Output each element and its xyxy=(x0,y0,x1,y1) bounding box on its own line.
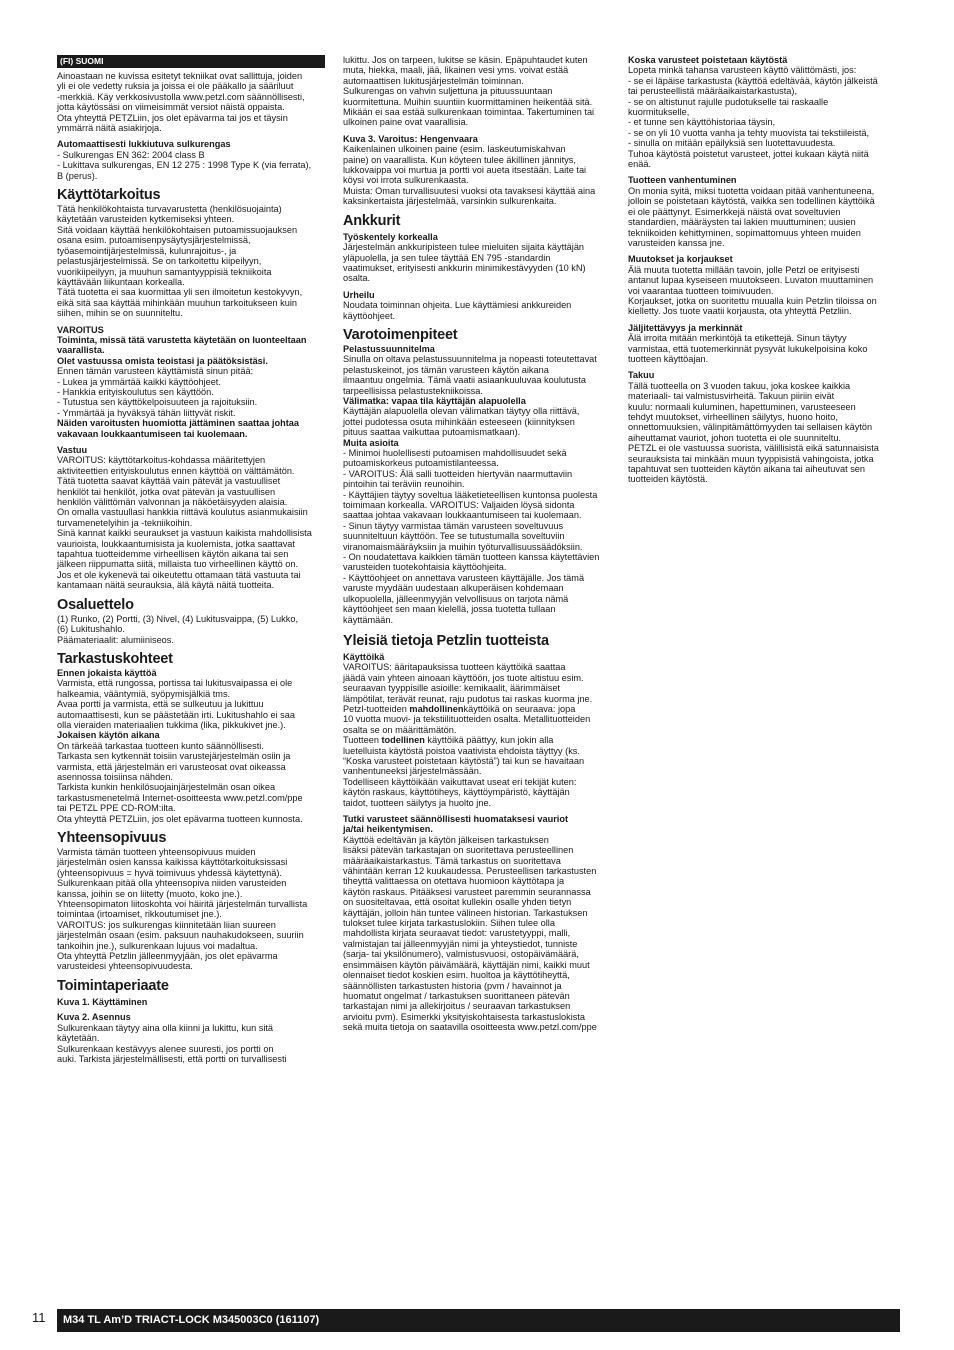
text-line: muta, hiekka, maali, jää, likainen vesi yms. voivat estää xyxy=(343,65,569,76)
section-title-varotoimenpiteet: Varotoimenpiteet xyxy=(343,326,458,343)
text-line: vaatimukset, erityisesti ankkurin minimikestävyyden (10 kN) xyxy=(343,262,586,273)
ennen-heading: Ennen jokaista käyttöä xyxy=(57,667,157,678)
text-line: kanssa, joihin se on liitetty (muoto, koko jne.). xyxy=(57,888,243,899)
text-line: vähintään kerran 12 kuukaudessa. Perusteellisen tarkastusten xyxy=(343,866,597,877)
text-line: jottei pudotessa osuta mihinkään esteeseen (kiinnityksen xyxy=(343,416,575,427)
text-line: jäädä vain yhteen ainoaan käyttöön, jos tuote altistuu esim. xyxy=(343,672,584,683)
text-line: käyttöohjeet. xyxy=(343,310,396,321)
text-line: -merkkiä. Käy verkkosivustolla www.petzl.com säännöllisesti, xyxy=(57,91,305,102)
section-title-kayttotarkoitus: Käyttötarkoitus xyxy=(57,187,161,204)
text-line: Todelliseen käyttöikään vaikuttavat useat eri tekijät kuten: xyxy=(343,776,577,787)
text-line: Näiden varoitusten huomiotta jättäminen saattaa johtaa xyxy=(57,418,299,429)
text-line: (6) Lukitushahlo. xyxy=(57,624,125,635)
text-line: säännöllisten tarkastusten historia (pvm / havainnot ja xyxy=(343,980,562,991)
text-line: Tätä tuotetta saavat käyttää vain pätevät ja vastuulliset xyxy=(57,476,281,487)
text-line: määräaikaistarkastus. Tämä tarkastus on suoritettava xyxy=(343,855,561,866)
text-line: aiheuttamat vauriot, johon tuotetta ei ole suunniteltu. xyxy=(628,432,841,443)
text-line: Toiminta, missä tätä varustetta käytetään on luonteeltaan xyxy=(57,334,307,345)
text-line: Tätä henkilökohtaista turvavarustetta (henkilösuojainta) xyxy=(57,204,282,215)
text-line: tankoihin jne.), sulkurenkaan lujuus voi madaltua. xyxy=(57,940,258,951)
muita-text xyxy=(343,448,611,625)
text-line: Varmista, että rungossa, portissa tai lukitusvaipassa ei ole xyxy=(57,678,293,689)
text-line: ensimmäisen käytön päivämäärä, käyttäjän nimi, kaikki muut xyxy=(343,959,590,970)
text-line: ymmärrä näitä asiakirjoja. xyxy=(57,123,162,134)
toiminta-continued-text xyxy=(343,55,611,128)
text-line: lukittu. Jos on tarpeen, lukitse se käsin. Epäpuhtaudet kuten xyxy=(343,55,588,65)
text-line: mahdollista kirjata seuraavat tiedot: varustetyyppi, malli, xyxy=(343,928,571,939)
text-line: on suositeltavaa, että osoitat kullekin osalle yhden tietyn xyxy=(343,897,572,908)
text-line: Noudata toiminnan ohjeita. Lue käyttämiesi ankkureiden xyxy=(343,300,572,311)
text-line: vuorikiipeilyyn, ja muuhun samantyyppisiä tekniikoita xyxy=(57,266,272,277)
text-line: henkilön välittömän valvonnan ja näköetäisyyden alaisia. xyxy=(57,497,288,508)
text-line: auki. Tarkista järjestelmällisesti, että portti on turvallisesti xyxy=(57,1053,287,1064)
text-line: Tutki varusteet säännöllisesti huomataksesi vauriot xyxy=(343,814,568,824)
text-line: Ota yhteyttä PETZLiin, jos olet epävarma tuotteen kunnosta. xyxy=(57,813,303,824)
text-line: pituus saattaa vaikuttaa putoamismatkaan). xyxy=(343,427,521,438)
text-line: Tarkasta sen kytkennät toisiin varustejärjestelmän osiin ja xyxy=(57,751,291,762)
takuu-text xyxy=(628,381,896,485)
text-line: vaurioista, loukkaantumisista ja kuolemista, jotka saattavat xyxy=(57,538,295,549)
section-title-toimintaperiaate: Toimintaperiaate xyxy=(57,977,169,994)
text-line: PETZL ei ole vastuussa suorista, välillisistä eikä satunnaisista xyxy=(628,443,879,454)
kayttoika-text-c xyxy=(343,714,611,735)
text-line: osalta se on määrittämätön. xyxy=(343,724,457,735)
text-line: jotta käytössäsi on viimeisimmät versiot näistä oppaista. xyxy=(57,102,285,113)
text-line: Avaa portti ja varmista, että se sulkeutuu ja lukittuu xyxy=(57,699,264,710)
text-line: varuste myydään uudestaan alkuperäisen kohdemaan xyxy=(343,583,564,594)
text-line: - sinulla on mitään epäilyksiä sen luotettavuudesta. xyxy=(628,138,836,149)
text-line: ilmaantuu ongelmia. Tämä vaatii asiaankuuluvaa koulutusta xyxy=(343,375,586,386)
auto-locking-text xyxy=(57,150,325,181)
intro-text xyxy=(57,71,325,133)
text-line: olla vieraiden materiaalien tukkima (lika, pikkukivet jne.). xyxy=(57,719,286,730)
text-line: standardien, määräysten tai lakien muuttuminen; uusien xyxy=(628,217,856,228)
text-line: Tätä tuotetta ei saa kuormittaa yli sen ilmoitetun kestokyvyn, xyxy=(57,287,303,298)
text-line: lämpötilat, terävät reunat, raju pudotus tai raskas kuorma jne. xyxy=(343,693,593,704)
text-line: paine) on vaarallista. Kun köyteen tulee äkillinen jännitys, xyxy=(343,154,576,165)
vanhentuminen-text xyxy=(628,186,896,248)
text-line: tehdyt muutokset, virheellinen säilytys, huono hoito, xyxy=(628,412,838,422)
text-line: seurauksista tai minkään muun tyyppisistä vahingoista, jotka xyxy=(628,453,874,464)
kayttoika-line-possible: Petzl-tuotteiden mahdollinenkäyttöikä on seuraava: jopa xyxy=(343,703,576,714)
text-line: Älä irroita mitään merkintöjä ta etikettejä. Sinun täytyy xyxy=(628,333,847,344)
muutokset-text xyxy=(628,265,896,317)
varoitus-bold-1 xyxy=(57,335,325,366)
text-line: yli ei ole vedetty ruksia ja joissa ei ole pääkallo ja sääriluut xyxy=(57,81,294,92)
text-line: tai PETZL PPE CD-ROM:ilta. xyxy=(57,803,176,814)
text-line: Yhteensopimaton liitoskohta voi häiritä järjestelmän turvallista xyxy=(57,899,308,910)
auto-locking-heading: Automaattisesti lukkiutuva sulkurengas xyxy=(57,139,231,150)
text-line: toimintaa (irtoamiset, rikkoutumiset jne.). xyxy=(57,909,222,920)
urheilu-heading: Urheilu xyxy=(343,289,375,300)
koska-text xyxy=(628,65,896,169)
kayttoika-heading: Käyttöikä xyxy=(343,651,385,662)
text-line: VAROITUS: käyttötarkoitus-kohdassa määritettyjen xyxy=(57,455,266,466)
text-line: kaksinkertaista järjestelmää, varsinkin sulkurenkaita. xyxy=(343,196,557,207)
text-line: työasemointijärjestelmissä, kulunrajoitus-, ja xyxy=(57,245,237,256)
text-line: varmista, että järjestelmän eri varusteosat ovat oikeassa xyxy=(57,761,286,772)
text-line: Sulkurenkaan kestävyys alenee suuresti, jos portti on xyxy=(57,1043,274,1054)
text-line: toimimaan korkealla. VAROITUS: Valjaiden löysä sidonta xyxy=(343,500,575,511)
text-line: Lopeta minkä tahansa varusteen käyttö välittömästi, jos: xyxy=(628,65,857,76)
text-line: - Ymmärtää ja hyväksyä tähän liittyvät riskit. xyxy=(57,407,236,418)
text-line: Olet vastuussa omista teoistasi ja päätöksistäsi. xyxy=(57,355,268,366)
text-line: - Käyttäjien täytyy soveltua lääketieteellisen kuntonsa puolesta xyxy=(343,489,598,500)
text-line: valmistajan tai jälleenmyyjän nimi ja yhteystiedot, tunniste xyxy=(343,938,578,949)
text-line: eikä sitä saa käyttää mihinkään muuhun tarkoitukseen kuin xyxy=(57,297,298,308)
text-line: - se ei läpäise tarkastusta (käyttöä edeltävää, käytön jälkeistä xyxy=(628,75,878,86)
text-line: saattaa johtaa vakavaan loukkaantumiseen tai kuolemaan. xyxy=(343,510,582,521)
text-line: käytetään varusteiden kytkemiseksi yhteen. xyxy=(57,214,235,225)
text-line: vanhentuneeksi järjestelmässään. xyxy=(343,766,482,777)
varoitus-heading: VAROITUS xyxy=(57,324,104,335)
text-line: tarpeellisissa pelastustekniikoissa. xyxy=(343,385,483,396)
text-line: tuotteen käyttöajan. xyxy=(628,353,709,364)
vastuu-heading: Vastuu xyxy=(57,445,88,455)
aikana-heading: Jokaisen käytön aikana xyxy=(57,730,160,741)
text-line: lisäksi pätevän tarkastajan on suoritettava perusteellinen xyxy=(343,845,574,856)
text-line: Tällä tuotteella on 3 vuoden takuu, joka koskee kaikkia xyxy=(628,380,851,391)
text-line: vaarallista. xyxy=(57,345,105,356)
tyoskentely-heading: Työskentely korkealla xyxy=(343,231,438,242)
text-line: Ennen tämän varusteen käyttämistä sinun pitää: xyxy=(57,366,254,377)
text-line: käyttöohjeet sen maan kielellä, jossa tuotetta tullaan xyxy=(343,604,556,615)
text-line: Käyttäjän alapuolella olevan välimatkan täytyy olla riittävä, xyxy=(343,406,580,417)
text-line: viranomaismääräyksiin ja muihin työturvallisuussäädöksiin. xyxy=(343,541,583,552)
footer-bar xyxy=(57,1309,900,1332)
text-line: automaattisen lukitusjärjestelmän toiminnan. xyxy=(343,75,524,86)
section-title-yhteensopivuus: Yhteensopivuus xyxy=(57,830,167,846)
kayttoika-text-e xyxy=(343,746,611,808)
osaluettelo-text xyxy=(57,614,325,645)
text-line: kantamaan näitä seurauksia, älä käytä näitä tuotteita. xyxy=(57,580,275,591)
text-line: suunniteltuun käyttöön. Tee se tutustumalla soveltuviin xyxy=(343,531,565,542)
page-number: 11 xyxy=(32,1310,46,1325)
text-line: tapahtua tuotteidemme virheellisen käytön aikana tai sen xyxy=(57,549,289,560)
text-line: Korjaukset, jotka on suoritettu muualla kuin Petzlin tiloissa on xyxy=(628,295,877,306)
text-line: Varmista tämän tuotteen yhteensopivuus muiden xyxy=(57,847,256,857)
text-line: - VAROITUS: Älä salli tuotteiden hiertyvän naarmuttaviin xyxy=(343,468,573,479)
text-line: köysi voi irrota sulkurenkaasta. xyxy=(343,175,469,186)
vastuu-text xyxy=(57,455,325,590)
text-line: tiheyttä valittaessa on otettava huomioon käyttötapa ja xyxy=(343,876,565,887)
text-line: Sitä voidaan käyttää henkilökohtaisen putoamissuojauksen xyxy=(57,224,298,235)
text-line: Mikään ei saa estää sulkurenkaan toimintaa. Takertuminen tai xyxy=(343,107,595,118)
text-line: (1) Runko, (2) Portti, (3) Nivel, (4) Lukitusvaippa, (5) Lukko, xyxy=(57,613,299,624)
muutokset-heading: Muutokset ja korjaukset xyxy=(628,254,733,265)
text-line: - et tunne sen käyttöhistoriaa täysin, xyxy=(628,117,776,128)
text-line: - Lukittava sulkurengas, EN 12 275 : 1998 Type K (via ferrata), xyxy=(57,160,312,171)
text-line: olennaiset tiedot koskien esim. huoltoa ja käyttötiheyttä, xyxy=(343,970,570,981)
text-line: pelastusjärjestelmissä. Se on tarkoitettu kiipeilyyn, xyxy=(57,256,262,267)
text-line: Sulkurenkaan täytyy aina olla kiinni ja lukittu, kun sitä xyxy=(57,1022,274,1033)
kayttoika-text-a xyxy=(343,662,611,704)
pelastus-text xyxy=(343,354,611,396)
section-title-osaluettelo: Osaluettelo xyxy=(57,596,134,613)
tutki-heading xyxy=(343,814,611,835)
text-line: Muista: Oman turvallisuutesi vuoksi ota tavaksesi käyttää aina xyxy=(343,185,596,196)
kuva3-heading: Kuva 3. Varoitus: Hengenvaara xyxy=(343,133,478,144)
text-line: käyttäjän, jolloin hän tuntee välineen historian. Tarkastuksen xyxy=(343,907,588,918)
text-line: On omalla vastuullasi hankkia riittävä koulutus asianmukaisiin xyxy=(57,507,308,518)
text-line: ulkopuolella, jälleenmyyjän velvollisuus on tarjota nämä xyxy=(343,593,569,604)
text-line: lukkovaippa voi murtua ja portti voi aueta itsestään. Laite tai xyxy=(343,165,587,176)
aikana-text xyxy=(57,741,325,824)
varoitus-text xyxy=(57,366,325,418)
text-line: tarkastusmenetelmä Internet-osoitteesta www.petzl.com/ppe xyxy=(57,792,303,803)
text-line: käyttämään. xyxy=(343,614,394,625)
text-line: huomatut ongelmat / tarkastuksen suorittaneen pätevän xyxy=(343,990,570,1001)
text-line: jälkeen riippumatta siitä, millaista tuo virheellinen käyttö on. xyxy=(57,559,299,570)
section-title-tarkastuskohteet: Tarkastuskohteet xyxy=(57,650,173,667)
text-line: enää. xyxy=(628,159,651,170)
text-line: onnettomuuksien, välinpitämättömyyden tai sellaisen käytön xyxy=(628,422,873,433)
text-line: ja/tai heikentymisen. xyxy=(343,824,433,835)
text-line: Sinä kannat kaikki seuraukset ja vastuun kaikista mahdollisista xyxy=(57,528,312,539)
text-line: siihen, mihin se on suunniteltu. xyxy=(57,308,183,319)
jaljitettavyys-heading: Jäljitettävyys ja merkinnät xyxy=(628,322,743,333)
text-line: putoamiskorkeus putoamistilanteessa. xyxy=(343,458,499,469)
text-line: sekä muita tietoja on saatavilla osoitteesta www.petzl.com/ppe xyxy=(343,1022,597,1033)
text-line: Tarkista kunkin henkilösuojainjärjestelmän osan oikea xyxy=(57,782,276,793)
text-line: On monia syitä, miksi tuotetta voidaan pitää vanhentuneena, xyxy=(628,185,875,196)
text-line: tarkastajan nimi ja allekirjoitus / seuraavan tarkastuksen xyxy=(343,1001,571,1012)
text-line: - On noudatettava kaikkien tämän tuotteen kanssa käytettävien xyxy=(343,552,600,563)
ennen-text xyxy=(57,678,325,730)
text-line: osana esim. putoamisenpysäytysjärjestelmissä, xyxy=(57,235,251,246)
valimatka-heading: Välimatka: vapaa tila käyttäjän alapuolella xyxy=(343,395,526,406)
footer-reference: M34 TL Am’D TRIACT-LOCK M345003C0 (161107) xyxy=(63,1314,320,1326)
text-line: varmistaa, että tuotemerkinnät pysyvät lukukelpoisina koko xyxy=(628,343,868,354)
text-line: tekniikoiden kehittyminen, sopimattomuus yhteen muiden xyxy=(628,227,861,238)
text-line: On tärkeää tarkastaa tuotteen kunto säännöllisesti. xyxy=(57,740,264,751)
text-line: Ainoastaan ne kuvissa esitetyt tekniikat ovat sallittuja, joiden xyxy=(57,71,303,81)
text-line: luetelluista käytöstä poistoa vaativista ehdoista täyttyy (ks. xyxy=(343,745,580,756)
text-line: aktiviteettien erityiskoulutus ennen käyttöä on välttämätön. xyxy=(57,465,295,476)
text-line: - Sulkurengas EN 362: 2004 class B xyxy=(57,149,205,160)
text-line: seuraavan tyyppisille asioille: kemikaalit, äärimmäiset xyxy=(343,683,561,694)
text-line: halkeamia, vääntymiä, syöpymisjälkiä tms. xyxy=(57,688,231,699)
text-line: yläpuolella, ja sen tulee täyttää EN 795 -standardin xyxy=(343,252,551,263)
yhteensopivuus-text xyxy=(57,847,325,972)
text-line: kuormitettuna. Muihin suuntiin kuormittaminen heikentää sitä. xyxy=(343,96,593,107)
vanhentuminen-heading: Tuotteen vanhentuminen xyxy=(628,175,737,186)
text-line: automaattisesti, kun se päästetään irti. Lukitushahlo ei saa xyxy=(57,709,295,720)
kuva3-text xyxy=(343,144,611,206)
text-line: turvamenetelyihin ja -tekniikoihin. xyxy=(57,517,193,528)
text-line: Järjestelmän ankkuripisteen tulee mieluiten sijaita käyttäjän xyxy=(343,242,585,253)
text-line: 10 vuotta muovi- ja tekstiilituotteiden osalta. Metallituotteiden xyxy=(343,714,591,725)
text-line: Sinulla on oltava pelastussuunnitelma ja nopeasti toteutettavat xyxy=(343,354,597,365)
text-line: ei ole päättynyt. Esimerkkejä näistä ovat soveltuvien xyxy=(628,206,841,217)
urheilu-text xyxy=(343,300,611,321)
text-line: B (perus). xyxy=(57,170,98,181)
text-line: Käyttöä edeltävän ja käytön jälkeisen tarkastuksen xyxy=(343,834,549,845)
text-line: - Tutustua sen käyttökelpoisuuteen ja rajoituksiin. xyxy=(57,397,258,408)
text-line: Sulkurenkaan pitää olla yhteensopiva niiden varusteiden xyxy=(57,878,287,889)
text-line: tapahtuvat sen tuotteiden käytön aikana tai aiheutuvat sen xyxy=(628,464,866,475)
valimatka-text xyxy=(343,406,611,437)
section-title-yleisia: Yleisiä tietoja Petzlin tuotteista xyxy=(343,632,549,649)
text-line: materiaali- tai valmistusvirheitä. Takuun piiriin eivät xyxy=(628,391,835,402)
text-line: Kaikenlainen ulkoinen paine (esim. laskeutumiskahvan xyxy=(343,144,566,155)
text-line: pintoihin tai teräviin reunoihin. xyxy=(343,479,465,490)
column-2 xyxy=(343,55,611,1033)
text-line: Päämateriaalit: alumiiniseos. xyxy=(57,634,174,645)
text-line: osalta. xyxy=(343,273,371,284)
jaljitettavyys-text xyxy=(628,333,896,364)
kayttoika-line-actual: Tuotteen todellinen käyttöikä päättyy, kun jokin alla xyxy=(343,735,554,746)
text-line: käytön raskaus. Pitääksesi varusteet paremmin seurannassa xyxy=(343,886,591,897)
text-line: kuulu: normaali kuluminen, hapettuminen, varusteeseen xyxy=(628,401,856,412)
text-line: vakavaan loukkaantumiseen tai kuolemaan. xyxy=(57,428,248,439)
text-line: Ota yhteyttä Petzlin jälleenmyyjään, jos olet epävarma xyxy=(57,951,278,962)
text-line: Ota yhteyttä PETZLiin, jos olet epävarma tai jos et täysin xyxy=(57,112,288,123)
text-line: Sulkurengas on vahvin suljettuna ja pituussuuntaan xyxy=(343,86,553,97)
text-line: järjestelmän osien kanssa kaikissa käyttötarkoituksissasi xyxy=(57,857,288,868)
text-line: Älä muuta tuotetta millään tavoin, jolle Petzl oe erityisesti xyxy=(628,264,860,275)
text-line: - Lukea ja ymmärtää kaikki käyttöohjeet. xyxy=(57,376,221,387)
kayttotarkoitus-text xyxy=(57,204,325,318)
koska-heading: Koska varusteet poistetaan käytöstä xyxy=(628,55,788,65)
text-line: ulkoinen paine ovat vaarallisia. xyxy=(343,117,469,128)
text-line: asennossa toisiinsa nähden. xyxy=(57,771,173,782)
text-line: varusteiden kanssa jne. xyxy=(628,237,725,248)
text-line: käyttävään liikuntaan korkealla. xyxy=(57,276,185,287)
text-line: “Koska varusteet poistetaan käytöstä”) tai kun se havaitaan xyxy=(343,755,585,766)
takuu-heading: Takuu xyxy=(628,370,655,381)
text-line: tai perusteellistä määräaikaistarkastusta), xyxy=(628,86,798,97)
text-line: varusteiden tuotekohtaisia käyttöohjeita. xyxy=(343,562,507,573)
text-line: varusteidesi yhteensopivuudesta. xyxy=(57,961,193,972)
kuva2-text xyxy=(57,1023,325,1065)
text-line: VAROITUS: jos sulkurengas kiinnitetään liian suureen xyxy=(57,919,276,930)
section-title-ankkurit: Ankkurit xyxy=(343,212,401,229)
kuva1-heading: Kuva 1. Käyttäminen xyxy=(57,996,148,1007)
text-line: kielletty. Jos tuote vaatii korjausta, ota yhteyttä Petzliin. xyxy=(628,306,852,317)
text-line: - Käyttöohjeet on annettava varusteen käyttäjälle. Jos tämä xyxy=(343,572,585,583)
text-line: käytön raskaus, käyttötiheys, käyttöympäristö, käyttäjän xyxy=(343,787,570,798)
text-line: pelastuskeinot, jos tämän varusteen käytön aikana xyxy=(343,364,549,375)
text-line: Tuhoa käytöstä poistetut varusteet, jottei kukaan käytä niitä xyxy=(628,148,869,159)
text-line: (yhteensopivuus = hyvä toimivuus yhdessä käytettynä). xyxy=(57,867,282,878)
kuva2-heading: Kuva 2. Asennus xyxy=(57,1012,131,1023)
text-line: tulokset tulee kirjata tarkastuslokiin. Siihen tulee olla xyxy=(343,918,555,929)
text-line: kuormitukselle, xyxy=(628,107,690,118)
column-1 xyxy=(57,55,325,1064)
text-line: tuotteiden käytöstä. xyxy=(628,474,708,485)
text-line: taidot, tuotteen säilytys ja huolto jne. xyxy=(343,797,492,808)
text-line: - Sinun täytyy varmistaa tämän varusteen soveltuvuus xyxy=(343,520,564,531)
text-line: käytetään. xyxy=(57,1033,100,1044)
tyoskentely-text xyxy=(343,242,611,284)
text-line: voi vaarantaa tuotteen toimivuuden. xyxy=(628,285,774,296)
text-line: (sarja- tai yksilönumero), valmistusvuosi, ostopäivämäärä, xyxy=(343,949,579,960)
text-line: jolloin se poistetaan käytöstä, vaikka sen todellinen käyttöikä xyxy=(628,196,875,207)
text-line: - se on yli 10 vuotta vanha ja tehty muovista tai tekstiileistä, xyxy=(628,127,870,138)
varoitus-bold-2 xyxy=(57,418,325,439)
text-line: - Minimoi huolellisesti putoamisen mahdollisuudet sekä xyxy=(343,448,567,458)
pelastus-heading: Pelastussuunnitelma xyxy=(343,343,435,354)
text-line: henkilöt tai henkilöt, jotka ovat pätevän ja vastuullisen xyxy=(57,486,276,497)
text-line: VAROITUS: ääritapauksissa tuotteen käyttöikä saattaa xyxy=(343,662,566,673)
column-3 xyxy=(628,55,896,485)
language-tag: (FI) SUOMI xyxy=(57,55,325,68)
text-line: - se on altistunut rajulle pudotukselle tai raskaalle xyxy=(628,96,829,107)
muita-heading: Muita asioita xyxy=(343,437,399,448)
text-line: järjestelmän osaan (esim. paksuun nauhakudokseen, suuriin xyxy=(57,930,304,941)
text-line: arvioitu pvm). Esimerkki yksityiskohtaisesta tarkastuslokista xyxy=(343,1011,586,1022)
text-line: antanut lupaa kyseiseen muutokseen. Luvaton muuttaminen xyxy=(628,275,874,286)
text-line: - Hankkia erityiskoulutus sen käyttöön. xyxy=(57,386,214,397)
tutki-text xyxy=(343,835,611,1033)
text-line: Jos et ole kykenevä tai oikeutettu ottamaan tätä vastuuta tai xyxy=(57,569,301,580)
